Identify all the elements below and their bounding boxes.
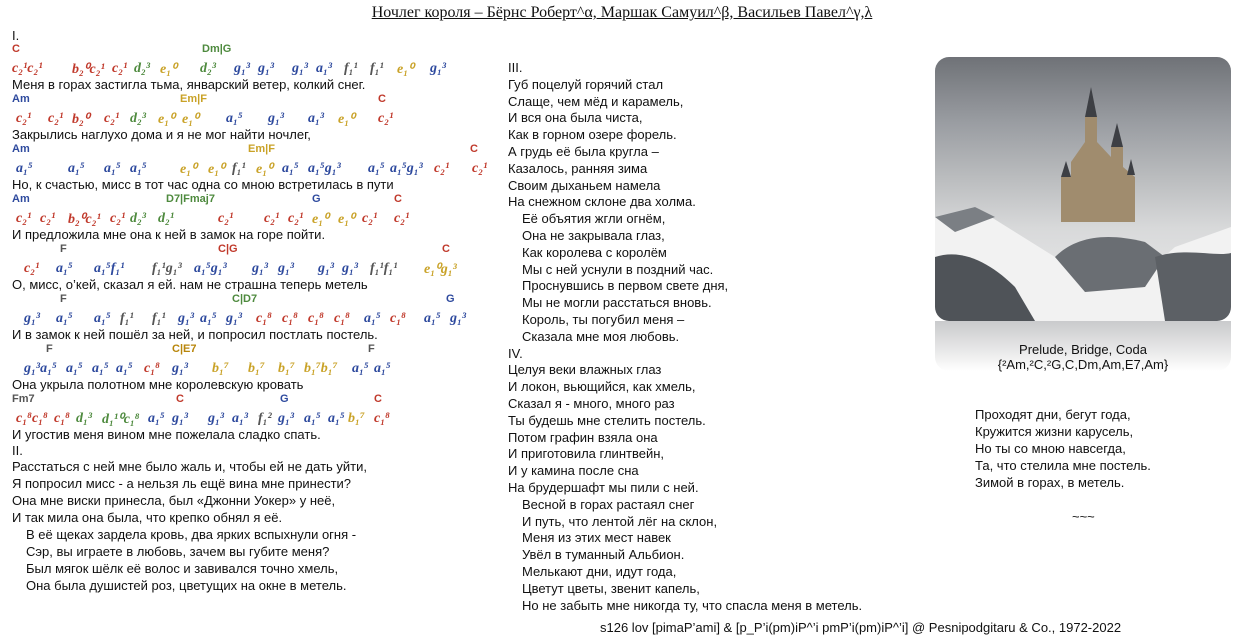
tab-note: c₂¹ [394,211,410,226]
tab-note: c₁⁸ [390,311,406,326]
song-parts: Prelude, Bridge, Coda [1019,342,1147,357]
chord-label: Em|F [248,143,275,155]
tab-note: b₁⁷ [248,361,265,376]
tab-note: f₁¹ [232,161,246,176]
tab-note: e₁⁰ [256,162,273,177]
end-mark: ~~~ [1072,509,1095,524]
chord-label: C [374,393,382,405]
tab-note: b₁⁷ [212,361,229,376]
part1-blocks [12,43,502,443]
chord-label: D7|Fmaj7 [166,193,215,205]
tab-note: a₁⁵ [56,261,73,276]
tab-note: a₁⁵ [130,161,147,176]
lyric-line: И в замок к ней пошёл за ней, и попросил постлать постель. [12,327,378,342]
tab-note: g₁³ [278,261,295,276]
tab-note: c₂¹ [48,111,64,126]
tab-note: f₁¹ [120,311,134,326]
lyric-line: Мы с ней уснули в поздний час. [522,261,714,277]
lyric-line: Проснувшись в первом свете дня, [522,278,729,294]
lyric-line: Но не забыть мне никогда ту, что спасла меня в метель. [522,597,863,613]
lyric-line: И так мила она была, что крепко обнял я её. [12,510,283,525]
tab-row [12,111,502,126]
part4-lines [508,362,938,614]
chord-label: Fm7 [12,393,35,405]
lyric-line: Казалось, ранняя зима [508,160,648,176]
tab-note: b₂⁰c₂¹ [72,62,105,77]
tab-note: c₂¹ [16,211,32,226]
tab-note: g₁³ [234,61,251,76]
tab-note: b₁⁷b₁⁷ [304,361,338,376]
tab-note: a₁³ [232,411,249,426]
lyric-line: Она мне виски принесла, был «Джонни Уокер» у неё, [12,493,336,508]
tab-note: a₁³ [316,61,333,76]
lyric-line: На брудершафт мы пили с ней. [508,479,699,495]
verse-column-left [12,28,502,594]
lyric-line: На снежном склоне два холма. [508,194,696,210]
tab-note: b₁⁷ [348,411,365,426]
lyric-line: Мелькают дни, идут года, [522,563,677,579]
lyric-line: Мы не могли расстаться вновь. [522,295,712,311]
tab-note: d₂³ [130,111,147,126]
part3-lines [508,77,938,346]
tab-note: a₁⁵ [66,361,83,376]
tab-row [12,61,502,76]
lyric-line: Сказал я - много, много раз [508,395,675,411]
lyric-line: Я попросил мисс - а нельзя ль ещё вина мне принести? [12,476,352,491]
tab-row [12,211,502,226]
song-structure-caption [935,342,1231,372]
chord-label: Am [12,93,30,105]
tab-note: e₁⁰ [208,162,225,177]
intro-chords: {²Am,²C,²G,C,Dm,Am,E7,Am} [997,357,1169,372]
tab-note: g₁³ [226,311,243,326]
tab-note: d₁³ [76,411,93,426]
tab-note: c₁⁸ [282,311,298,326]
tab-note: g₁³ [172,411,189,426]
part1-label: I. [12,28,20,43]
tab-note: e₁⁰ [160,62,177,77]
chord-row [12,393,502,409]
tab-note: a₁⁵ [424,311,441,326]
tab-note: c₁⁸ [54,411,70,426]
chord-label: Dm|G [202,43,232,55]
verse-block [12,193,502,243]
tab-note: g₁³ [208,411,225,426]
tab-note: g₁³ [278,411,295,426]
tab-note: c₂¹ [288,211,304,226]
lyric-line: Губ поцелуй горячий стал [508,76,664,92]
verse-block [12,343,502,393]
lyric-line: Она была душистей роз, цветущих на окне в метель. [26,578,347,593]
tab-note: f₁¹g₁³ [152,261,182,276]
tab-note: e₁⁰ [397,62,414,77]
lyric-line: И путь, что лентой лёг на склон, [522,513,718,529]
tab-note: e₁⁰ [182,112,199,127]
tab-note: e₁⁰ [312,212,329,227]
lyric-line: Меня в горах застигла тьма, январский ветер, колкий снег. [12,77,366,92]
chord-label: G [312,193,321,205]
chord-row [12,343,502,359]
tab-note: f₁² [258,411,272,426]
lyric-line: Её объятия жгли огнём, [522,211,666,227]
tab-note: c₁⁸ [144,361,160,376]
chord-row [12,143,502,159]
tab-note: a₁⁵ [328,411,345,426]
tab-note: c₁⁸ [334,311,350,326]
chord-label: F [46,343,53,355]
chord-row [12,243,502,259]
tab-note: c₁⁸c₁⁸ [16,411,48,426]
lyric-line: И угостив меня вином мне пожелала сладко спать. [12,427,321,442]
lyric-line: Сказала мне моя любовь. [522,328,680,344]
chord-label: Em|F [180,93,207,105]
tab-note: b₂⁰c₂¹ [68,212,101,227]
tab-note: a₁⁵ [94,311,111,326]
tab-note: g₁³a₁⁵ [24,361,57,376]
tab-note: a₁⁵ [148,411,165,426]
lyric-line: Как в горном озере форель. [508,127,677,143]
tab-note: c₂¹ [378,111,394,126]
tab-note: f₁¹f₁¹ [370,261,398,276]
lyric-line: Своим дыханьем намела [508,177,661,193]
tab-note: c₂¹ [472,161,488,176]
tab-note: c₂¹ [40,211,56,226]
tab-row [12,261,502,276]
chord-label: C [12,43,20,55]
chord-label: F [368,343,375,355]
verse-block [12,43,502,93]
verse-block [12,93,502,143]
tab-note: g₁³ [430,61,447,76]
chord-row [12,93,502,109]
chorus-line: Кружится жизни карусель, [975,424,1134,439]
tab-note: c₂¹ [362,211,378,226]
lyric-line: Был мягок шёлк её волос и завивался точно хмель, [26,561,339,576]
tab-note: a₁⁵g₁³ [308,161,341,176]
chord-label: C|G [218,243,238,255]
tab-note: d₂¹ [158,211,175,226]
tab-note: a₁⁵ [116,361,133,376]
tab-note: g₁³ [178,311,195,326]
tab-note: a₁⁵ [226,111,243,126]
tab-note: a₁⁵g₁³ [194,261,227,276]
lyric-line: Она укрыла полотном мне королевскую кровать [12,377,304,392]
chord-label: C [442,243,450,255]
verse-block [12,143,502,193]
tab-note: a₁⁵ [56,311,73,326]
lyric-line: Но, к счастью, мисс в тот час одна со мною встретилась в пути [12,177,394,192]
lyric-line: Целуя веки влажных глаз [508,362,662,378]
chord-label: C [378,93,386,105]
tab-note: b₂⁰ [72,112,90,127]
tab-note: c₂¹ [218,211,234,226]
tab-note: a₁⁵ [282,161,299,176]
tab-note: a₁⁵ [92,361,109,376]
chord-label: Am [12,193,30,205]
tab-note: a₁⁵ [68,161,85,176]
tab-note: c₁⁸ [308,311,324,326]
lyric-line: И приготовила глинтвейн, [508,446,664,462]
tab-note: c₂¹ [110,211,126,226]
tab-note: f₁¹ [370,61,384,76]
part2-label: II. [12,443,23,458]
chorus-line: Зимой в горах, в метель. [975,475,1125,490]
chorus-line: Но ты со мною навсегда, [975,441,1126,456]
chord-label: C|D7 [232,293,258,305]
tab-note: a₁⁵ [374,361,391,376]
tab-row [12,311,502,326]
castle-photo [935,57,1231,321]
tab-note: a₁⁵ [304,411,321,426]
lyric-line: Расстаться с ней мне было жаль и, чтобы ей не дать уйти, [12,459,367,474]
chord-row [12,293,502,309]
chorus [975,406,1151,491]
tab-row [12,361,502,376]
tab-note: a₁⁵ [16,161,33,176]
tab-note: c₂¹ [24,261,40,276]
tab-note: f₁¹ [344,61,358,76]
tab-note: g₁³ [450,311,467,326]
tab-note: g₁³ [172,361,189,376]
tab-note: c₁⁸ [256,311,272,326]
tab-note: e₁⁰ [180,162,197,177]
chord-label: C [394,193,402,205]
chord-label: C|E7 [172,343,197,355]
lyric-line: И вся она была чиста, [508,110,643,126]
lyric-line: И у камина после сна [508,463,639,479]
tab-note: g₁³ [318,261,335,276]
chord-label: Am [12,143,30,155]
tab-note: g₁³ [268,111,285,126]
chord-label: G [280,393,289,405]
chorus-line: Та, что стелила мне постель. [975,458,1151,473]
tab-note: a₁⁵ [200,311,217,326]
chord-label: G [446,293,455,305]
lyric-line: Она не закрывала глаз, [522,227,665,243]
tab-note: c₂¹ [104,111,120,126]
verse-block [12,293,502,343]
tab-note: a₁⁵ [104,161,121,176]
part2-lines [12,458,502,594]
chord-label: C [176,393,184,405]
tab-note: b₁⁷ [278,361,295,376]
tab-note: c₂¹c₂¹ [12,61,43,76]
verse-block [12,393,502,443]
tab-note: e₁⁰ [338,112,355,127]
tab-note: d₂³ [200,61,217,76]
tab-note: g₁³ [342,261,359,276]
tab-row [12,411,502,426]
tab-note: g₁³ [252,261,269,276]
tab-note: c₁⁸ [374,411,390,426]
tab-note: e₁⁰g₁³ [424,262,457,277]
tab-note: g₁³ [292,61,309,76]
tab-note: a₁⁵ [364,311,381,326]
tab-note: a₁⁵ [368,161,385,176]
chord-label: C [470,143,478,155]
castle-illustration [935,57,1231,321]
chord-label: F [60,293,67,305]
song-title: Ночлег короля – Бёрнс Роберт^α, Маршак Самуил^β, Васильев Павел^γ,λ [371,4,873,21]
lyric-line: Как королева с королём [522,244,667,260]
tab-note: d₁¹⁰c₁⁸ [102,412,140,427]
tab-note: c₂¹ [16,111,32,126]
lyric-line: Весной в горах растаял снег [522,496,695,512]
part4-label: IV. [508,345,523,361]
chorus-line: Проходят дни, бегут года, [975,407,1131,422]
lyric-line: Меня из этих мест навек [522,530,671,546]
lyric-line: Потом графин взяла она [508,429,658,445]
tab-note: g₁³ [258,61,275,76]
lyric-line: Король, ты погубил меня – [522,311,685,327]
verse-block [12,243,502,293]
lyric-line: Цветут цветы, звенит капель, [522,580,700,596]
tab-note: g₁³ [24,311,41,326]
lyric-line: Увёл в туманный Альбион. [522,547,685,563]
lyric-line: И локон, вьющийся, как хмель, [508,379,696,395]
tab-note: c₂¹ [264,211,280,226]
tab-note: c₂¹ [112,61,128,76]
tab-note: a₁⁵ [352,361,369,376]
lyric-line: Слаще, чем мёд и карамель, [508,93,684,109]
tab-note: c₂¹ [434,161,450,176]
lyric-line: В её щеках зардела кровь, два ярких вспыхнули огня - [26,527,357,542]
lyric-line: Закрылись наглухо дома и я не мог найти ночлег, [12,127,311,142]
tab-note: d₂³ [134,61,151,76]
part3-label: III. [508,60,523,75]
footer-credit: s126 lov [pimaP’ami] & [p_P’i(pm)iP^’i pmP’i(pm)iP^’i] @ Pesnipodgitaru & Co., 1972-2022 [600,620,1122,635]
tab-note: a₁³ [308,111,325,126]
tab-note: f₁¹ [152,311,166,326]
tab-note: d₂³ [130,211,147,226]
chord-label: F [60,243,67,255]
tab-row [12,161,502,176]
tab-note: a₁⁵g₁³ [390,161,423,176]
tab-note: e₁⁰ [338,212,355,227]
lyric-line: Сэр, вы играете в любовь, зачем вы губите меня? [26,544,330,559]
lyric-line: А грудь её была кругла – [508,143,659,159]
lyric-line: И предложила мне она к ней в замок на горе пойти. [12,227,326,242]
tab-note: e₁⁰ [158,112,175,127]
chord-row [12,43,502,59]
tab-note: a₁⁵f₁¹ [94,261,125,276]
lyric-line: Ты будешь мне стелить постель. [508,412,706,428]
chord-row [12,193,502,209]
lyric-line: О, мисс, о’кей, сказал я ей. нам не страшна теперь метель [12,277,368,292]
verse-column-middle [508,60,938,614]
